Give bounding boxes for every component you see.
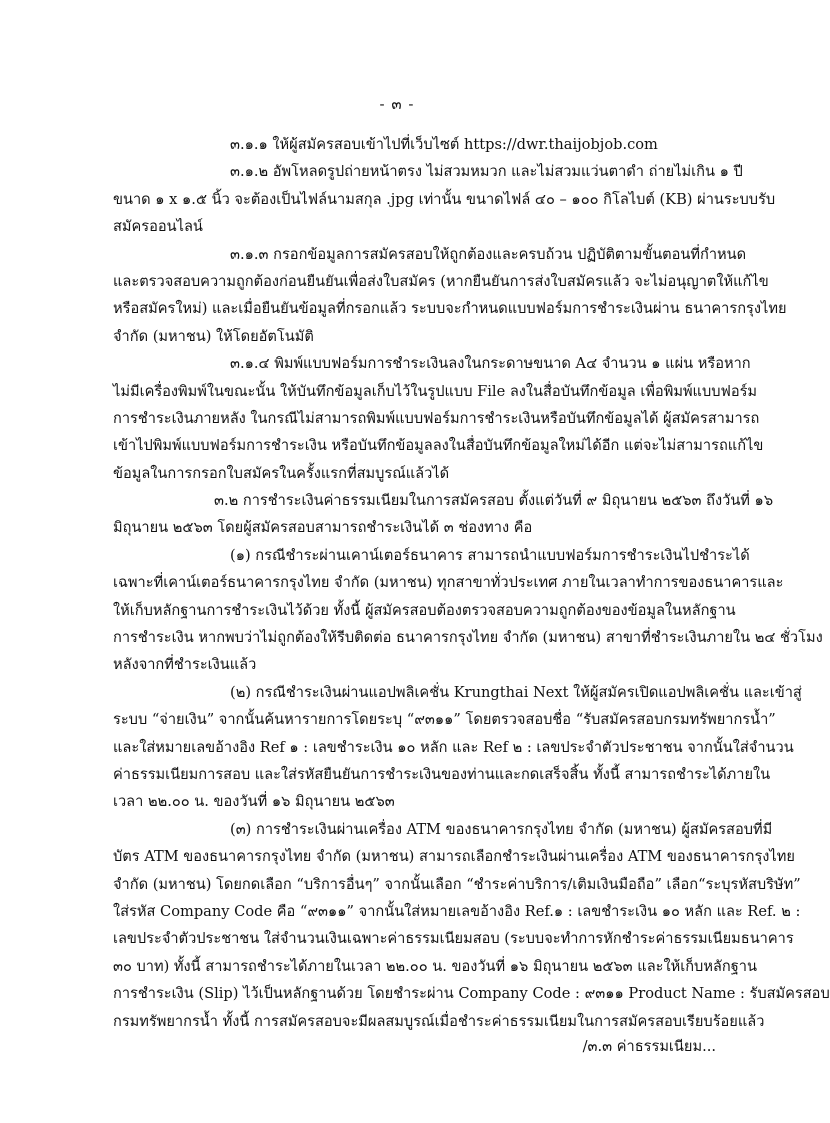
paragraph-line: จำกัด (มหาชน) โดยกดเลือก “บริการอื่นๆ” จากนั้นเลือก “ชำระค่าบริการ/เติมเงินมือถือ” เลือก“ระบุรหัสบริษัท” bbox=[113, 875, 801, 893]
paragraph-line: หลังจากที่ชำระเงินแล้ว bbox=[113, 656, 257, 674]
paragraph-line: ข้อมูลในการกรอกใบสมัครในครั้งแรกที่สมบูรณ์แล้วได้ bbox=[113, 464, 450, 482]
paragraph-line: หรือสมัครใหม่) และเมื่อยืนยันข้อมูลที่กรอกแล้ว ระบบจะกำหนดแบบฟอร์มการชำระเงินผ่าน ธนาคารกรุงไทย bbox=[113, 300, 787, 318]
paragraph-line: สมัครออนไลน์ bbox=[113, 218, 203, 236]
paragraph-line: ๓.๑.๑ ให้ผู้สมัครสอบเข้าไปที่เว็บไซต์ https://dwr.thaijobjob.com bbox=[230, 136, 658, 153]
paragraph-line: เวลา ๒๒.๐๐ น. ของวันที่ ๑๖ มิถุนายน ๒๕๖๓ bbox=[113, 793, 395, 811]
paragraph-line: และตรวจสอบความถูกต้องก่อนยืนยันเพื่อส่งใบสมัคร (หากยืนยันการส่งใบสมัครแล้ว จะไม่อนุญาตให้แก้ไข bbox=[113, 272, 769, 290]
paragraph-line: ขนาด ๑ x ๑.๕ นิ้ว จะต้องเป็นไฟล์นามสกุล .jpg เท่านั้น ขนาดไฟล์ ๔๐ – ๑๐๐ กิโลไบต์ (KB) ผ่านระบบรับ bbox=[113, 190, 776, 208]
paragraph-line: จำกัด (มหาชน) ให้โดยอัตโนมัติ bbox=[113, 327, 314, 345]
body-text bbox=[113, 131, 830, 1035]
paragraph-line: การชำระเงิน (Slip) ไว้เป็นหลักฐานด้วย โดยชำระผ่าน Company Code : ๙๓๑๑ Product Name : รับสมัครสอบ bbox=[113, 985, 830, 1003]
paragraph-line: ๓.๑.๓ กรอกข้อมูลการสมัครสอบให้ถูกต้องและครบถ้วน ปฏิบัติตามขั้นตอนที่กำหนด bbox=[230, 245, 747, 263]
paragraph-line: กรมทรัพยากรน้ำ ทั้งนี้ การสมัครสอบจะมีผลสมบูรณ์เมื่อชำระค่าธรรมเนียมในการสมัครสอบเรียบร้อยแล้ว bbox=[113, 1012, 765, 1030]
paragraph-line: การชำระเงิน หากพบว่าไม่ถูกต้องให้รีบติดต่อ ธนาคารกรุงไทย จำกัด (มหาชน) สาขาที่ชำระเงินภายใน ๒๔ ชั่วโมง bbox=[113, 629, 823, 647]
paragraph-line: และใส่หมายเลขอ้างอิง Ref ๑ : เลขชำระเงิน ๑๐ หลัก และ Ref ๒ : เลขประจำตัวประชาชน จากนั้นใส่จำนวน bbox=[113, 738, 794, 756]
paragraph-line: ๓.๑.๒ อัพโหลดรูปถ่ายหน้าตรง ไม่สวมหมวก และไม่สวมแว่นตาดำ ถ่ายไม่เกิน ๑ ปี bbox=[230, 163, 743, 181]
paragraph-line: มิถุนายน ๒๕๖๓ โดยผู้สมัครสอบสามารถชำระเงินได้ ๓ ช่องทาง คือ bbox=[113, 519, 533, 537]
paragraph-line: เลขประจำตัวประชาชน ใส่จำนวนเงินเฉพาะค่าธรรมเนียมสอบ (ระบบจะทำการหักชำระค่าธรรมเนียมธนาคาร bbox=[113, 930, 794, 948]
paragraph-line: (๒) กรณีชำระเงินผ่านแอปพลิเคชั่น Krungthai Next ให้ผู้สมัครเปิดแอปพลิเคชั่น และเข้าสู่ bbox=[230, 683, 802, 701]
continuation-note: /๓.๓ ค่าธรรมเนียม... bbox=[582, 1038, 716, 1055]
paragraph-line: ไม่มีเครื่องพิมพ์ในขณะนั้น ให้บันทึกข้อมูลเก็บไว้ในรูปแบบ File ลงในสื่อบันทึกข้อมูล เพื่อพิมพ์แบบฟอร์ม bbox=[113, 382, 758, 400]
paragraph-line: ๓๐ บาท) ทั้งนี้ สามารถชำระได้ภายในเวลา ๒๒.๐๐ น. ของวันที่ ๑๖ มิถุนายน ๒๕๖๓ และให้เก็บหลักฐาน bbox=[113, 957, 757, 975]
paragraph-line: การชำระเงินภายหลัง ในกรณีไม่สามารถพิมพ์แบบฟอร์มการชำระเงินหรือบันทึกข้อมูลได้ ผู้สมัครสามารถ bbox=[113, 409, 760, 427]
paragraph-line: เฉพาะที่เคาน์เตอร์ธนาคารกรุงไทย จำกัด (มหาชน) ทุกสาขาทั่วประเทศ ภายในเวลาทำการของธนาคารและ bbox=[113, 574, 784, 592]
paragraph-line: ให้เก็บหลักฐานการชำระเงินไว้ด้วย ทั้งนี้ ผู้สมัครสอบต้องตรวจสอบความถูกต้องของข้อมูลในหลักฐาน bbox=[113, 601, 736, 619]
paragraph-line: ค่าธรรมเนียมการสอบ และใส่รหัสยืนยันการชำระเงินของท่านและกดเสร็จสิ้น ทั้งนี้ สามารถชำระได้ภายใน bbox=[113, 765, 771, 783]
paragraph-line: ๓.๒ การชำระเงินค่าธรรมเนียมในการสมัครสอบ ตั้งแต่วันที่ ๙ มิถุนายน ๒๕๖๓ ถึงวันที่ ๑๖ bbox=[214, 492, 774, 510]
paragraph-line: ใส่รหัส Company Code คือ “๙๓๑๑” จากนั้นใส่หมายเลขอ้างอิง Ref.๑ : เลขชำระเงิน ๑๐ หลัก และ Ref. ๒ : bbox=[113, 902, 801, 920]
paragraph-line: เข้าไปพิมพ์แบบฟอร์มการชำระเงิน หรือบันทึกข้อมูลลงในสื่อบันทึกข้อมูลใหม่ได้อีก แต่จะไม่สามารถแก้ไข bbox=[113, 437, 764, 455]
paragraph-line: (๓) การชำระเงินผ่านเครื่อง ATM ของธนาคารกรุงไทย จำกัด (มหาชน) ผู้สมัครสอบที่มี bbox=[230, 820, 773, 838]
page-number: - ๓ - bbox=[379, 95, 415, 113]
paragraph-line: (๑) กรณีชำระผ่านเคาน์เตอร์ธนาคาร สามารถนำแบบฟอร์มการชำระเงินไปชำระได้ bbox=[230, 546, 750, 564]
paragraph-line: ระบบ “จ่ายเงิน” จากนั้นค้นหารายการโดยระบุ “๙๓๑๑” โดยตรวจสอบชื่อ “รับสมัครสอบกรมทรัพยากรน้ำ” bbox=[113, 711, 776, 729]
paragraph-line: บัตร ATM ของธนาคารกรุงไทย จำกัด (มหาชน) สามารถเลือกชำระเงินผ่านเครื่อง ATM ของธนาคารกรุงไทย bbox=[113, 848, 795, 866]
paragraph-line: ๓.๑.๔ พิมพ์แบบฟอร์มการชำระเงินลงในกระดาษขนาด A๔ จำนวน ๑ แผ่น หรือหาก bbox=[230, 355, 751, 373]
